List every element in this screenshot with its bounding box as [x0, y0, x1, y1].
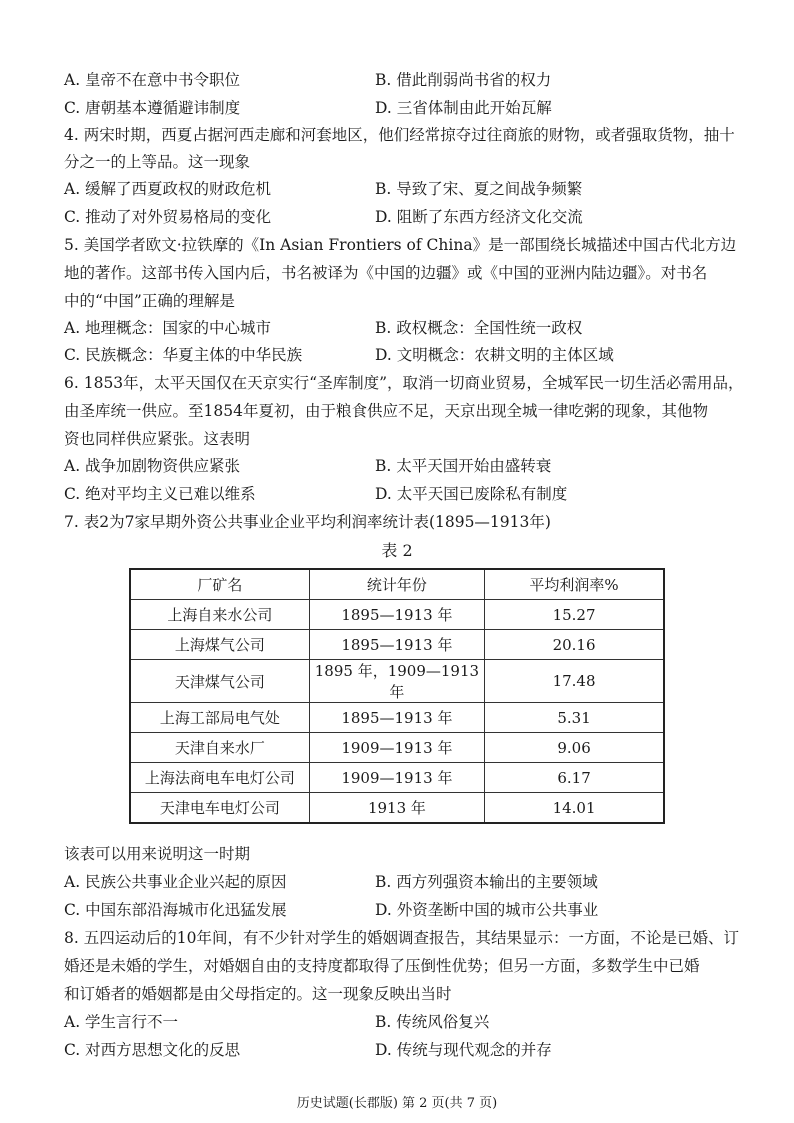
q4-stem-line1: 4. 两宋时期，西夏占据河西走廊和河套地区，他们经常掠夺过往商旅的财物，或者强取货物，抽十 [64, 126, 735, 144]
q4-stem-line2: 分之一的上等品。这一现象 [64, 153, 251, 171]
q6-option-d: D. 太平天国已废除私有制度 [375, 485, 568, 503]
table-cell: 17.48 [485, 660, 664, 703]
q3-option-c: C. 唐朝基本遵循避讳制度 [64, 99, 241, 117]
q3-option-a: A. 皇帝不在意中书令职位 [64, 71, 241, 89]
q5-stem-line2: 地的著作。这部书传入国内后，书名被译为《中国的边疆》或《中国的亚洲内陆边疆》。对书名 [64, 264, 708, 282]
q7-option-c: C. 中国东部沿海城市化迅猛发展 [64, 901, 287, 919]
table-cell: 1895—1913 年 [309, 703, 484, 733]
table-cell: 上海自来水公司 [130, 600, 309, 630]
table-row [130, 600, 664, 630]
page-footer: 历史试题(长郡版) 第 2 页(共 7 页) [296, 1096, 498, 1111]
q7-stem-line1: 7. 表2为7家早期外资公共事业企业平均利润率统计表(1895—1913年) [64, 513, 551, 531]
q5-option-a: A. 地理概念：国家的中心城市 [64, 319, 272, 337]
q4-option-a: A. 缓解了西夏政权的财政危机 [64, 180, 272, 198]
q8-option-d: D. 传统与现代观念的并存 [375, 1041, 552, 1059]
table-cell: 1909—1913 年 [309, 763, 484, 793]
q3-option-d: D. 三省体制由此开始瓦解 [375, 99, 552, 117]
table-cell: 9.06 [485, 733, 664, 763]
q8-option-b: B. 传统风俗复兴 [375, 1013, 490, 1031]
q6-option-b: B. 太平天国开始由盛转衰 [375, 457, 552, 475]
q8-option-a: A. 学生言行不一 [64, 1013, 179, 1031]
q7-option-a: A. 民族公共事业企业兴起的原因 [64, 873, 287, 891]
q4-option-c: C. 推动了对外贸易格局的变化 [64, 208, 272, 226]
table-row [130, 733, 664, 763]
q8-stem-line2: 婚还是未婚的学生，对婚姻自由的支持度都取得了压倒性优势；但另一方面，多数学生中已婚 [64, 957, 700, 975]
q4-option-d: D. 阻断了东西方经济文化交流 [375, 208, 583, 226]
q6-option-c: C. 绝对平均主义已难以维系 [64, 485, 256, 503]
table-cell: 5.31 [485, 703, 664, 733]
table-row [130, 630, 664, 660]
table-cell: 1895—1913 年 [309, 600, 484, 630]
q6-stem-line1: 6. 1853年，太平天国仅在天京实行“圣库制度”，取消一切商业贸易，全城军民一切生活必需用品， [64, 374, 744, 392]
q8-stem-line3: 和订婚者的婚姻都是由父母指定的。这一现象反映出当时 [64, 985, 452, 1003]
table-cell: 14.01 [485, 793, 664, 824]
q5-option-d: D. 文明概念：农耕文明的主体区域 [375, 346, 614, 364]
q8-stem-line1: 8. 五四运动后的10年间，有不少针对学生的婚姻调查报告，其结果显示：一方面，不论是已婚、订 [64, 929, 739, 947]
table-header-cell: 平均利润率% [485, 569, 664, 600]
q6-stem-line3: 资也同样供应紧张。这表明 [64, 430, 251, 448]
q5-option-c: C. 民族概念：华夏主体的中华民族 [64, 346, 303, 364]
table-cell: 6.17 [485, 763, 664, 793]
table-cell: 天津自来水厂 [130, 733, 309, 763]
table-caption: 表 2 [381, 541, 413, 560]
q7-after-table: 该表可以用来说明这一时期 [64, 845, 251, 863]
table-cell: 1909—1913 年 [309, 733, 484, 763]
q3-option-b: B. 借此削弱尚书省的权力 [375, 71, 552, 89]
q7-option-b: B. 西方列强资本输出的主要领域 [375, 873, 598, 891]
table-cell: 20.16 [485, 630, 664, 660]
table-row [130, 703, 664, 733]
table-cell: 1913 年 [309, 793, 484, 824]
q5-option-b: B. 政权概念：全国性统一政权 [375, 319, 583, 337]
profit-rate-table [129, 568, 665, 824]
table-cell: 15.27 [485, 600, 664, 630]
table-header-cell: 统计年份 [309, 569, 484, 600]
table-cell: 天津煤气公司 [130, 660, 309, 703]
table-cell: 上海工部局电气处 [130, 703, 309, 733]
q4-option-b: B. 导致了宋、夏之间战争频繁 [375, 180, 583, 198]
q6-option-a: A. 战争加剧物资供应紧张 [64, 457, 241, 475]
table-header-row [130, 569, 664, 600]
table-row [130, 660, 664, 703]
table-cell: 上海煤气公司 [130, 630, 309, 660]
q7-option-d: D. 外资垄断中国的城市公共事业 [375, 901, 599, 919]
q5-stem-line3: 中的“中国”正确的理解是 [64, 292, 235, 310]
table-row [130, 763, 664, 793]
table-cell: 1895 年，1909—1913 年 [309, 660, 484, 703]
q8-option-c: C. 对西方思想文化的反思 [64, 1041, 241, 1059]
table-cell: 上海法商电车电灯公司 [130, 763, 309, 793]
table-cell: 天津电车电灯公司 [130, 793, 309, 824]
q6-stem-line2: 由圣库统一供应。至1854年夏初，由于粮食供应不足，天京出现全城一律吃粥的现象，其他物 [64, 402, 708, 420]
table-header-cell: 厂矿名 [130, 569, 309, 600]
table-cell: 1895—1913 年 [309, 630, 484, 660]
table-row [130, 793, 664, 824]
q5-stem-line1: 5. 美国学者欧文·拉铁摩的《In Asian Frontiers of China》是一部围绕长城描述中国古代北方边 [64, 236, 737, 254]
